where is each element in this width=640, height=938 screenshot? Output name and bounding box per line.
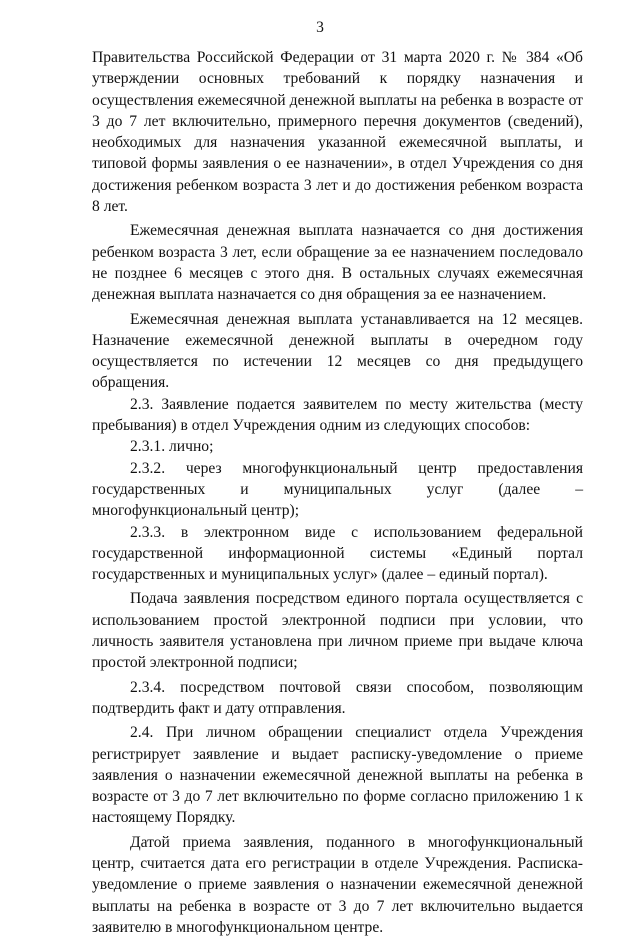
document-body [92,47,583,938]
paragraph-mfc: Датой приема заявления, поданного в многофункциональный центр, считается дата его регистрации в отделе Учреждения. Расписка-уведомление о приеме заявления о назначении ежемесячной денежной выплаты на ребенка в возрасте от 3 до 7 лет включительно выдается заявителю в многофункциональном центре. [92,833,583,936]
paragraph-2-4: 2.4. При личном обращении специалист отдела Учреждения регистрирует заявление и выдает расписку-уведомление о приеме заявления о назначении ежемесячной денежной выплаты на ребенка в возрасте от 3 до 7 лет включительно по форме согласно приложению 1 к настоящему Порядку. [92,724,583,827]
paragraph-portal: Подача заявления посредством единого портала осуществляется с использованием простой электронной подписи при условии, что личность заявителя установлена при личном приеме при выдаче ключа простой электронной подписи; [92,590,583,672]
paragraph-2-3-4: 2.3.4. посредством почтовой связи способом, позволяющим подтвердить факт и дату отправления. [92,678,583,717]
paragraph-2-3-1: 2.3.1. лично; [130,438,214,456]
paragraph-3: Ежемесячная денежная выплата устанавливается на 12 месяцев. Назначение ежемесячной денежной выплаты в очередном году осуществляется по истечении 12 месяцев со дня предыдущего обращения. [92,310,583,392]
paragraph-2: Ежемесячная денежная выплата назначается со дня достижения ребенком возраста 3 лет, если обращение за ее назначением последовало не позднее 6 месяцев с этого дня. В остальных случаях ежемесячная денежная выплата назначается со дня обращения за ее назначением. [92,222,583,304]
paragraph-1: Правительства Российской Федерации от 31 марта 2020 г. № 384 «Об утверждении основных требований к порядку назначения и осуществления ежемесячной денежной выплаты на ребенка в возрасте от 3 до 7 лет включительно, примерного перечня документов (сведений), необходимых для назначения указанной ежемесячной выплаты, и типовой формы заявления о ее назначении», в отдел Учреждения со дня достижения ребенком возраста 3 лет и до достижения ребенком возраста 8 лет. [92,49,583,216]
paragraph-2-3-2: 2.3.2. через многофункциональный центр предоставления государственных и муниципальных услуг (далее – многофункциональный центр); [92,459,583,520]
page-number: 3 [316,19,324,36]
paragraph-2-3-3: 2.3.3. в электронном виде с использованием федеральной государственной информационной системы «Единый портал государственных и муниципальных услуг» (далее – единый портал). [92,523,583,584]
paragraph-2-3: 2.3. Заявление подается заявителем по месту жительства (месту пребывания) в отдел Учреждения одним из следующих способов: [92,395,583,435]
